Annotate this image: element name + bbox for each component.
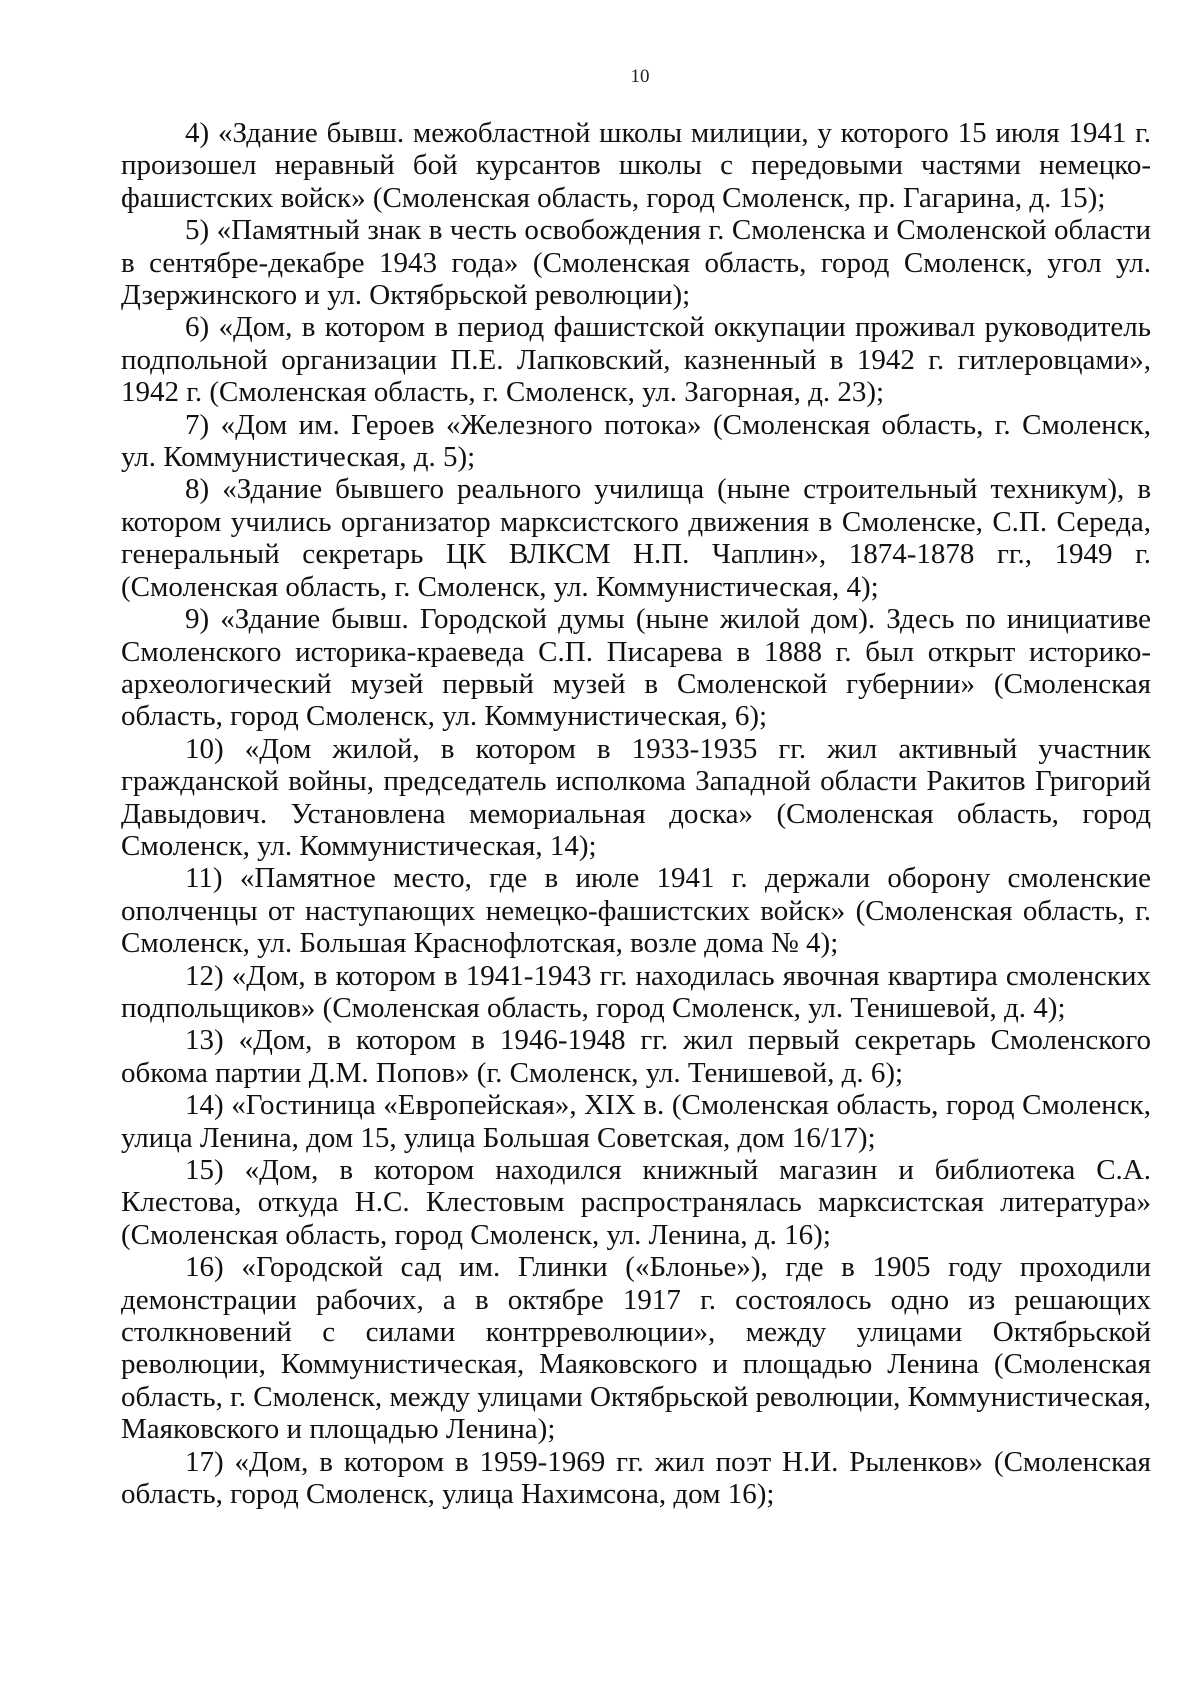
list-item xyxy=(121,862,1151,959)
list-item xyxy=(121,603,1151,733)
item-text: «Дом, в котором в период фашистской оккупации проживал руководитель подпольной организации П.Е. Лапковский, казненный в 1942 г. гитлеровцами», 1942 г. (Смоленская область, г. Смоленск, ул. Загорная, д. 23); xyxy=(121,311,1152,409)
item-number: 17) xyxy=(185,1445,224,1478)
item-text: «Здание бывш. Городской думы (ныне жилой дом). Здесь по инициативе Смоленского историка-краеведа С.П. Писарева в 1888 г. был открыт историко-археологический музей первый музей в Смоленской губернии» (Смоленская область, город Смоленск, ул. Коммунистическая, 6); xyxy=(121,603,1152,733)
item-number: 15) xyxy=(185,1154,224,1186)
item-text: «Здание бывш. межобластной школы милиции, у которого 15 июля 1941 г. произошел неравный бой курсантов школы с передовыми частями немецко-фашистских войск» (Смоленская область, город Смоленск, пр. Гагарина, д. 15); xyxy=(121,117,1152,214)
item-text: «Дом жилой, в котором в 1933-1935 гг. жил активный участник гражданской войны, председатель исполкома Западной области Ракитов Григорий Давыдович. Установлена мемориальная доска» (Смоленская область, город Смоленск, ул. Коммунистическая, 14); xyxy=(121,732,1152,862)
item-text: «Дом, в котором в 1941-1943 гг. находилась явочная квартира смоленских подпольщиков» (Смоленская область, город Смоленск, ул. Тенишевой, д. 4); xyxy=(121,959,1152,1024)
list-item xyxy=(121,1251,1151,1445)
item-number: 5) xyxy=(185,214,210,247)
list-item xyxy=(121,1089,1151,1154)
item-number: 9) xyxy=(185,603,210,636)
item-text: «Гостиница «Европейская», XIX в. (Смоленская область, город Смоленск, улица Ленина, дом 15, улица Большая Советская, дом 16/17); xyxy=(121,1089,1151,1154)
item-text: «Дом им. Героев «Железного потока» (Смоленская область, г. Смоленск, ул. Коммунистическая, д. 5); xyxy=(121,408,1152,474)
item-text: «Памятное место, где в июле 1941 г. держали оборону смоленские ополченцы от наступающих немецко-фашистских войск» (Смоленская область, г. Смоленск, ул. Большая Краснофлотская, возле дома № 4); xyxy=(121,862,1152,960)
list-item xyxy=(121,311,1151,408)
item-number: 4) xyxy=(185,117,210,149)
item-text: «Дом, в котором в 1946-1948 гг. жил первый секретарь Смоленского обкома партии Д.М. Попов» (г. Смоленск, ул. Тенишевой, д. 6); xyxy=(121,1024,1151,1089)
list-item xyxy=(121,1024,1151,1089)
list-item xyxy=(121,733,1151,863)
list-item xyxy=(121,409,1151,474)
item-number: 13) xyxy=(185,1024,224,1057)
item-number: 7) xyxy=(185,408,210,441)
item-text: «Здание бывшего реального училища (ныне строительный техникум), в котором учились организатор марксистского движения в Смоленске, С.П. Середа, генеральный секретарь ЦК ВЛКСМ Н.П. Чаплин», 1874-1878 гг., 1949 г. (Смоленская область, г. Смоленск, ул. Коммунистическая, 4); xyxy=(121,473,1152,603)
item-text: «Дом, в котором в 1959-1969 гг. жил поэт Н.И. Рыленков» (Смоленская область, город Смоленск, улица Нахимсона, дом 16); xyxy=(121,1445,1151,1511)
item-number: 10) xyxy=(185,732,224,765)
item-number: 16) xyxy=(185,1251,224,1284)
list-item xyxy=(121,1446,1151,1511)
list-item xyxy=(121,960,1151,1025)
item-number: 12) xyxy=(185,959,224,992)
list-item xyxy=(121,1154,1151,1251)
page-number: 10 xyxy=(630,66,650,87)
item-number: 8) xyxy=(185,473,210,506)
list-item xyxy=(121,473,1151,603)
list-item xyxy=(121,117,1151,214)
document-body xyxy=(121,117,1151,1510)
list-item xyxy=(121,214,1151,311)
item-text: «Городской сад им. Глинки («Блонье»), где в 1905 году проходили демонстрации рабочих, а в октябре 1917 г. состоялось одно из решающих столкновений с силами контрреволюции», между улицами Октябрьской революции, Коммунистическая, Маяковского и площадью Ленина (Смоленская область, г. Смоленск, между улицами Октябрьской революции, Коммунистическая, Маяковского и площадью Ленина); xyxy=(121,1251,1152,1446)
item-text: «Дом, в котором находился книжный магазин и библиотека С.А. Клестова, откуда Н.С. Клестовым распространялась марксистская литература» (Смоленская область, город Смоленск, ул. Ленина, д. 16); xyxy=(121,1154,1151,1251)
item-number: 11) xyxy=(185,862,223,895)
item-number: 6) xyxy=(185,311,210,344)
item-text: «Памятный знак в честь освобождения г. Смоленска и Смоленской области в сентябре-декабре 1943 года» (Смоленская область, город Смоленск, угол ул. Дзержинского и ул. Октябрьской революции); xyxy=(121,214,1151,312)
item-number: 14) xyxy=(185,1089,224,1122)
